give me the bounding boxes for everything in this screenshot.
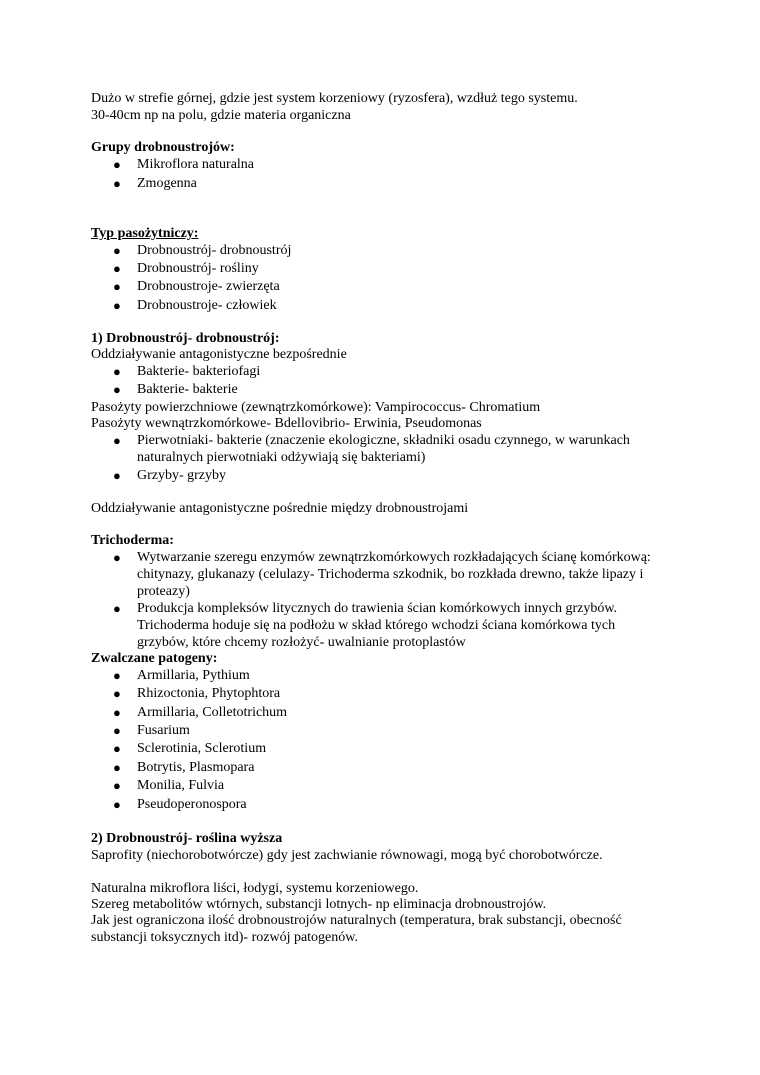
bullet-icon: ●: [113, 382, 121, 397]
section2-heading: 2) Drobnoustrój- roślina wyższa: [91, 831, 283, 846]
intro-line-1: Dużo w strefie górnej, gdzie jest system korzeniowy (ryzosfera), wzdłuż tego systemu.: [91, 91, 578, 106]
indirect-antagonism: Oddziaływanie antagonistyczne pośrednie między drobnoustrojami: [91, 501, 469, 516]
paragraph-line: substancji toksycznych itd)- rozwój patogenów.: [91, 930, 358, 945]
bullet-icon: ●: [113, 686, 121, 701]
bullet-icon: ●: [113, 176, 121, 191]
list-item: Drobnoustrój- rośliny: [137, 261, 259, 276]
bullet-icon: ●: [113, 433, 121, 448]
bullet-icon: ●: [113, 723, 121, 738]
bullet-icon: ●: [113, 741, 121, 756]
bullet-icon: ●: [113, 243, 121, 258]
intro-line-2: 30-40cm np na polu, gdzie materia organiczna: [91, 108, 351, 123]
bullet-icon: ●: [113, 364, 121, 379]
paragraph-line: Naturalna mikroflora liści, łodygi, systemu korzeniowego.: [91, 881, 419, 896]
list-item: Bakterie- bakteriofagi: [137, 364, 261, 379]
bullet-icon: ●: [113, 797, 121, 812]
list-item-line-1: Wytwarzanie szeregu enzymów zewnątrzkomórkowych rozkładających ścianę komórkową:: [137, 550, 651, 565]
list-item-line-3: grzybów, które chcemy rozłożyć- uwalnianie protoplastów: [137, 635, 466, 650]
section1-heading: 1) Drobnoustrój- drobnoustrój:: [91, 331, 280, 346]
paragraph-line: Szereg metabolitów wtórnych, substancji lotnych- np eliminacja drobnoustrojów.: [91, 897, 547, 912]
bullet-icon: ●: [113, 261, 121, 276]
list-item: Monilia, Fulvia: [137, 778, 225, 793]
bullet-icon: ●: [113, 298, 121, 313]
list-item: Pseudoperonospora: [137, 797, 247, 812]
trichoderma-heading: Trichoderma:: [91, 533, 174, 548]
saprophytes-text: Saprofity (niechorobotwórcze) gdy jest zachwianie równowagi, mogą być chorobotwórcze.: [91, 848, 603, 863]
internal-parasites: Pasożyty wewnątrzkomórkowe- Bdellovibrio- Erwinia, Pseudomonas: [91, 416, 482, 431]
bullet-icon: ●: [113, 778, 121, 793]
list-item: Fusarium: [137, 723, 190, 738]
list-item: Mikroflora naturalna: [137, 157, 255, 172]
groups-heading: Grupy drobnoustrojów:: [91, 140, 235, 155]
list-item: Rhizoctonia, Phytophtora: [137, 686, 281, 701]
list-item-line-2: Trichoderma hoduje się na podłożu w skład którego wchodzi ściana komórkowa tych: [137, 618, 616, 633]
list-item: Bakterie- bakterie: [137, 382, 238, 397]
paragraph-line: Jak jest ograniczona ilość drobnoustrojów naturalnych (temperatura, brak substancji, obecność: [91, 913, 622, 928]
surface-parasites: Pasożyty powierzchniowe (zewnątrzkomórkowe): Vampirococcus- Chromatium: [91, 400, 541, 415]
list-item: Drobnoustroje- człowiek: [137, 298, 277, 313]
bullet-icon: ●: [113, 705, 121, 720]
list-item: Grzyby- grzyby: [137, 468, 227, 483]
list-item-line-1: Produkcja kompleksów litycznych do trawienia ścian komórkowych innych grzybów.: [137, 601, 618, 616]
list-item-line-3: proteazy): [137, 584, 190, 599]
list-item: Drobnoustroje- zwierzęta: [137, 279, 280, 294]
list-item-line-2: naturalnych pierwotniaki odżywiają się bakteriami): [137, 450, 426, 465]
list-item: Armillaria, Colletotrichum: [137, 705, 288, 720]
parasitic-heading: Typ pasożytniczy:: [91, 226, 199, 241]
bullet-icon: ●: [113, 468, 121, 483]
pathogens-heading: Zwalczane patogeny:: [91, 651, 218, 666]
bullet-icon: ●: [113, 668, 121, 683]
bullet-icon: ●: [113, 601, 121, 616]
direct-antagonism: Oddziaływanie antagonistyczne bezpośrednie: [91, 347, 347, 362]
list-item-line-1: Pierwotniaki- bakterie (znaczenie ekologiczne, składniki osadu czynnego, w warunkach: [137, 433, 630, 448]
list-item: Armillaria, Pythium: [137, 668, 250, 683]
bullet-icon: ●: [113, 157, 121, 172]
list-item: Zmogenna: [137, 176, 197, 191]
list-item: Sclerotinia, Sclerotium: [137, 741, 267, 756]
list-item: Botrytis, Plasmopara: [137, 760, 255, 775]
bullet-icon: ●: [113, 279, 121, 294]
bullet-icon: ●: [113, 760, 121, 775]
list-item-line-2: chitynazy, glukanazy (celulazy- Trichoderma szkodnik, bo rozkłada drewno, także lipazy i: [137, 567, 644, 582]
bullet-icon: ●: [113, 550, 121, 565]
list-item: Drobnoustrój- drobnoustrój: [137, 243, 292, 258]
